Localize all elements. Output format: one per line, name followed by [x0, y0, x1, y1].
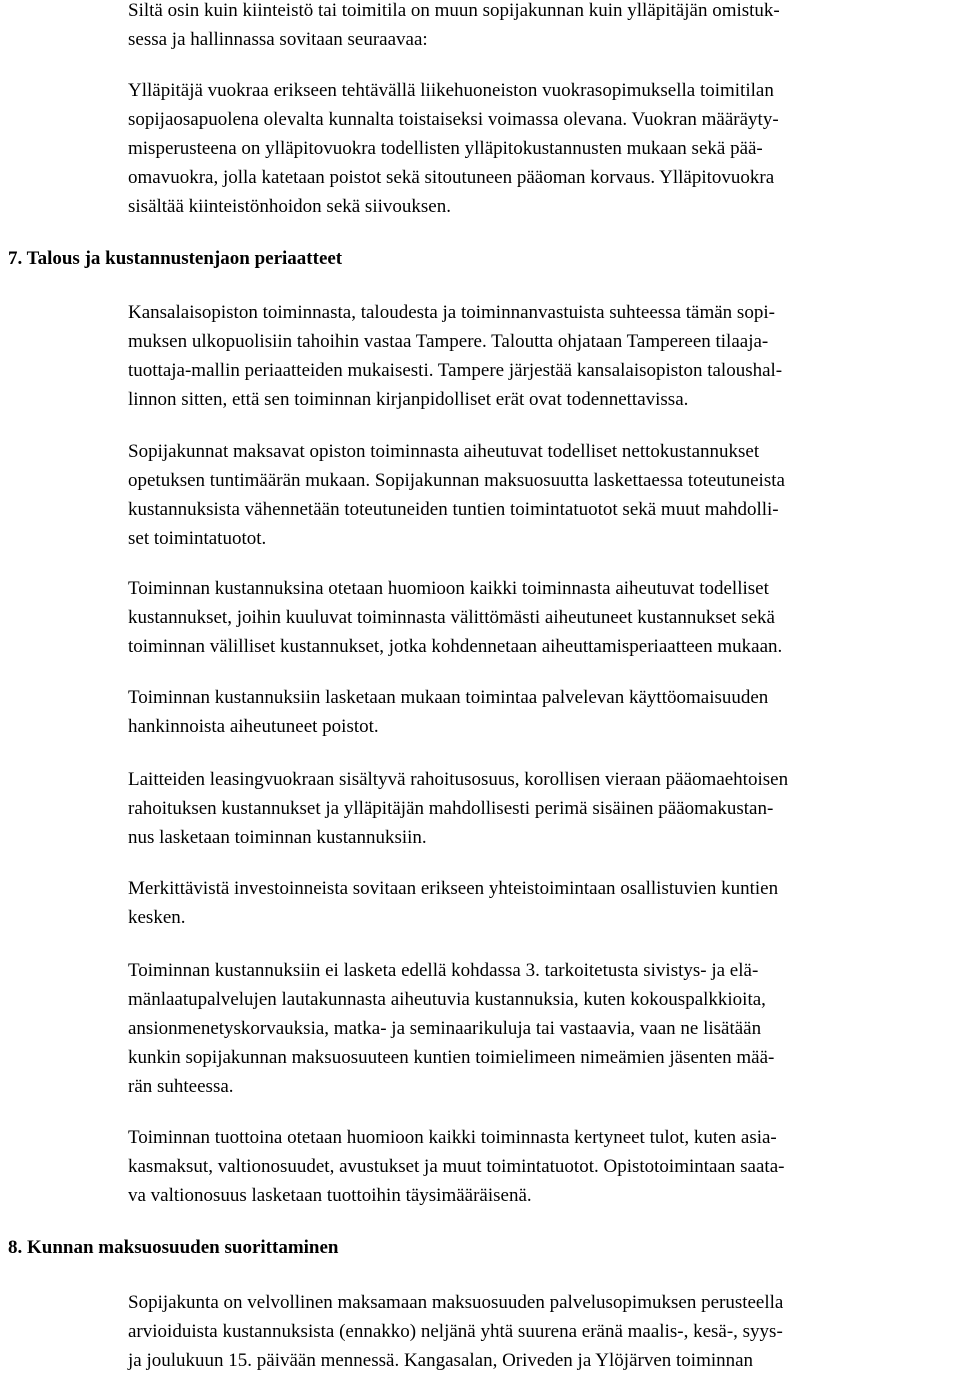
text-line: Sopijakunta on velvollinen maksamaan maksuosuuden palvelusopimuksen perusteella	[128, 1292, 784, 1313]
intro-paragraph	[128, 0, 780, 54]
text-line: set toimintatuotot.	[128, 528, 267, 549]
text-line: Toiminnan kustannuksina otetaan huomioon kaikki toiminnasta aiheutuvat todelliset	[128, 578, 769, 599]
text-line: Kansalaisopiston toiminnasta, taloudesta ja toiminnanvastuista suhteessa tämän sopi-	[128, 302, 775, 323]
text-line: Toiminnan kustannuksiin lasketaan mukaan toimintaa palvelevan käyttöomaisuuden	[128, 687, 769, 708]
text-line: tuottaja-mallin periaatteiden mukaisesti. Tampere järjestää kansalaisopiston taloushal-	[128, 360, 783, 381]
section-7-paragraph-3	[128, 574, 782, 661]
text-line: kustannukset, joihin kuuluvat toiminnasta välittömästi aiheutuneet kustannukset sekä	[128, 607, 775, 628]
text-line: kesken.	[128, 907, 186, 928]
text-line: sessa ja hallinnassa sovitaan seuraavaa:	[128, 29, 428, 50]
section-7-paragraph-1	[128, 298, 782, 414]
section-7-paragraph-6	[128, 874, 778, 932]
text-line: kunkin sopijakunnan maksuosuuteen kuntien toimielimeen nimeämien jäsenten mää-	[128, 1047, 775, 1068]
text-line: rahoituksen kustannukset ja ylläpitäjän mahdollisesti perimä sisäinen pääomakustan-	[128, 798, 774, 819]
text-line: arvioiduista kustannuksista (ennakko) neljänä yhtä suurena eränä maalis-, kesä-, syys-	[128, 1321, 783, 1342]
text-line: sisältää kiinteistönhoidon sekä siivouksen.	[128, 196, 451, 217]
text-line: linnon sitten, että sen toiminnan kirjanpidolliset erät ovat todennettavissa.	[128, 389, 689, 410]
text-line: opetuksen tuntimäärän mukaan. Sopijakunnan maksuosuutta laskettaessa toteutuneista	[128, 470, 785, 491]
text-line: Toiminnan kustannuksiin ei lasketa edellä kohdassa 3. tarkoitetusta sivistys- ja elä-	[128, 960, 759, 981]
text-line: Siltä osin kuin kiinteistö tai toimitila on muun sopijakunnan kuin ylläpitäjän omistuk-	[128, 0, 780, 21]
rent-paragraph	[128, 76, 779, 221]
section-7-paragraph-5	[128, 765, 788, 852]
text-line: toiminnan välilliset kustannukset, jotka kohdennetaan aiheuttamisperiaatteen mukaan.	[128, 636, 783, 657]
section-8-heading: 8. Kunnan maksuosuuden suorittaminen	[8, 1237, 339, 1258]
text-line: rän suhteessa.	[128, 1076, 234, 1097]
text-line: Toiminnan tuottoina otetaan huomioon kaikki toiminnasta kertyneet tulot, kuten asia-	[128, 1127, 777, 1148]
text-line: Sopijakunnat maksavat opiston toiminnasta aiheutuvat todelliset nettokustannukset	[128, 441, 760, 462]
section-7-paragraph-4	[128, 683, 768, 741]
section-7-paragraph-8	[128, 1123, 784, 1210]
section-7-heading: 7. Talous ja kustannustenjaon periaatteet	[8, 248, 343, 269]
text-line: sopijaosapuolena olevalta kunnalta toistaiseksi voimassa olevana. Vuokran määräyty-	[128, 109, 779, 130]
section-7-paragraph-2	[128, 437, 785, 553]
text-line: Merkittävistä investoinneista sovitaan erikseen yhteistoimintaan osallistuvien kuntien	[128, 878, 779, 899]
text-line: mänlaatupalvelujen lautakunnasta aiheutuvia kustannuksia, kuten kokouspalkkioita,	[128, 989, 766, 1010]
text-line: kasmaksut, valtionosuudet, avustukset ja muut toimintatuotot. Opistotoimintaan saata-	[128, 1156, 785, 1177]
text-line: ja joulukuun 15. päivään mennessä. Kangasalan, Oriveden ja Ylöjärven toiminnan	[128, 1350, 754, 1371]
text-line: muksen ulkopuolisiin tahoihin vastaa Tampere. Taloutta ohjataan Tampereen tilaaja-	[128, 331, 769, 352]
text-line: omavuokra, jolla katetaan poistot sekä sitoutuneen pääoman korvaus. Ylläpitovuokra	[128, 167, 775, 188]
section-8-paragraph-1	[128, 1288, 783, 1375]
text-line: kustannuksista vähennetään toteutuneiden tuntien toimintatuotot sekä muut mahdolli-	[128, 499, 779, 520]
text-line: Laitteiden leasingvuokraan sisältyvä rahoitusosuus, korollisen vieraan pääomaehtoisen	[128, 769, 789, 790]
text-line: nus lasketaan toiminnan kustannuksiin.	[128, 827, 427, 848]
text-line: ansionmenetyskorvauksia, matka- ja seminaarikuluja tai vastaavia, vaan ne lisätään	[128, 1018, 762, 1039]
section-7-paragraph-7	[128, 956, 774, 1101]
text-line: Ylläpitäjä vuokraa erikseen tehtävällä liikehuoneiston vuokrasopimuksella toimitilan	[128, 80, 774, 101]
text-line: va valtionosuus lasketaan tuottoihin täysimääräisenä.	[128, 1185, 532, 1206]
text-line: misperusteena on ylläpitovuokra todellisten ylläpitokustannusten mukaan sekä pää-	[128, 138, 763, 159]
text-line: hankinnoista aiheutuneet poistot.	[128, 716, 379, 737]
